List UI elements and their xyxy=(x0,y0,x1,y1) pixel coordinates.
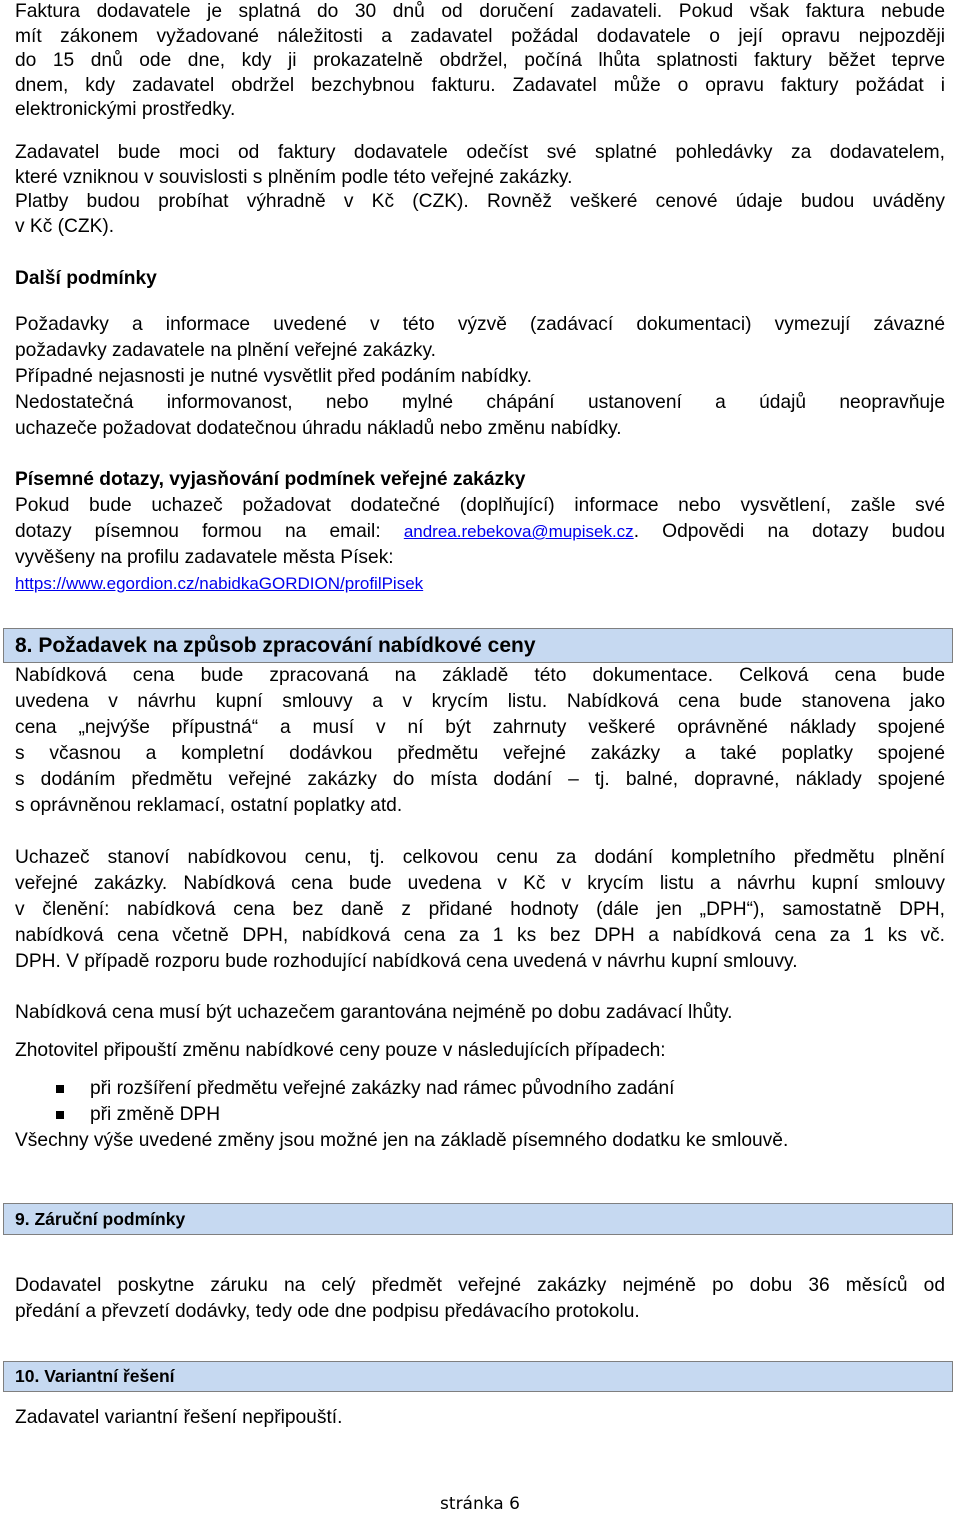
text-line: Zadavatel bude moci od faktury dodavatele odečíst své splatné pohledávky za dodavatelem, xyxy=(15,142,945,163)
invoice-paragraph xyxy=(15,0,945,123)
text-line: DPH. V případě rozporu bude rozhodující nabídková cena uvedená v návrhu kupní smlouvy. xyxy=(15,951,798,972)
price-change-list xyxy=(15,1076,945,1128)
text-line: Nabídková cena bude zpracovaná na základě této dokumentace. Celková cena bude xyxy=(15,665,945,686)
page-number: stránka 6 xyxy=(440,1494,520,1514)
text-line: Faktura dodavatele je splatná do 30 dnů od doručení zadavateli. Pokud však faktura nebude xyxy=(15,1,945,22)
text-line: s včasnou a kompletní dodávkou předmětu veřejné zakázky a také poplatky spojené xyxy=(15,743,945,764)
bullet-square-icon xyxy=(56,1085,64,1093)
list-item-text: při rozšíření předmětu veřejné zakázky nad rámec původního zadání xyxy=(90,1078,675,1099)
section-10-banner xyxy=(3,1361,953,1392)
section-heading-dalsi xyxy=(15,266,945,292)
text-line: nabídková cena včetně DPH, nabídková cena za 1 ks bez DPH a nabídková cena za 1 ks vč. xyxy=(15,925,945,946)
text-line: Zadavatel variantní řešení nepřipouští. xyxy=(15,1407,343,1428)
text-line: cena „nejvýše přípustná“ a musí v ní být zahrnuty veškeré oprávněné náklady spojené xyxy=(15,717,945,738)
section-8-banner xyxy=(3,628,953,663)
text-line-url xyxy=(15,571,945,597)
heading-text: Další podmínky xyxy=(15,268,157,289)
text-line: Dodavatel poskytne záruku na celý předmět veřejné zakázky nejméně po dobu 36 měsíců od xyxy=(15,1275,945,1296)
text-line: Pokud bude uchazeč požadovat dodatečné (doplňující) informace nebo vysvětlení, zašle své xyxy=(15,495,945,516)
section-8-paragraph-d xyxy=(15,1038,945,1064)
section-9-paragraph xyxy=(15,1273,945,1325)
text-line: Uchazeč stanoví nabídkovou cenu, tj. celkovou cenu za dodání kompletního předmětu plnění xyxy=(15,847,945,868)
text-line: veřejné zakázky. Nabídková cena bude uvedena v Kč v krycím listu a návrhu kupní smlouvy xyxy=(15,873,945,894)
section-8-paragraph-a xyxy=(15,663,945,819)
text-line: předání a převzetí dodávky, tedy ode dne podpisu předávacího protokolu. xyxy=(15,1301,640,1322)
list-item xyxy=(15,1102,945,1128)
text-line: uvedena v návrhu kupní smlouvy a v krycím listu. Nabídková cena bude stanovena jako xyxy=(15,691,945,712)
text-line: mít zákonem vyžadované náležitosti a zadavatel požádal dodavatele o její opravu nejpozději xyxy=(15,25,945,47)
section-10-paragraph xyxy=(15,1405,945,1431)
bullet-square-icon xyxy=(56,1111,64,1119)
section-8-paragraph-c xyxy=(15,1000,945,1026)
text-line: s dodáním předmětu veřejné zakázky do místa dodání – tj. balné, dopravné, náklady spojené xyxy=(15,769,945,790)
text-line: Všechny výše uvedené změny jsou možné jen na základě písemného dodatku ke smlouvě. xyxy=(15,1130,789,1151)
text-line: požadavky zadavatele na plnění veřejné zakázky. xyxy=(15,340,436,361)
text-line: do 15 dnů ode dne, kdy ji prokazatelně obdržel, počíná lhůta splatnosti faktury běžet teprve xyxy=(15,50,945,71)
text-span: . Odpovědi na dotazy budou xyxy=(633,521,945,542)
payment-paragraph xyxy=(15,141,945,239)
text-line: v Kč (CZK). xyxy=(15,215,115,237)
text-line: Případné nejasnosti je nutné vysvětlit před podáním nabídky. xyxy=(15,366,532,387)
text-line: Požadavky a informace uvedené v této výzvě (zadávací dokumentaci) vymezují závazné xyxy=(15,314,945,335)
section-heading-dotazy: Písemné dotazy, vyjasňování podmínek veřejné zakázky xyxy=(15,469,526,490)
text-line: elektronickými prostředky. xyxy=(15,99,236,120)
profile-link[interactable]: https://www.egordion.cz/nabidkaGORDION/profilPisek xyxy=(15,574,424,593)
text-line: Nabídková cena musí být uchazečem garantována nejméně po dobu zadávací lhůty. xyxy=(15,1002,733,1023)
text-span: dotazy písemnou formou na email: xyxy=(15,521,404,542)
text-line: dnem, kdy zadavatel obdržel bezchybnou fakturu. Zadavatel může o opravu faktury požádat i xyxy=(15,74,945,96)
text-line-email xyxy=(15,519,945,545)
text-line: které vzniknou v souvislosti s plněním podle této veřejné zakázky. xyxy=(15,166,573,188)
email-link[interactable]: andrea.rebekova@mupisek.cz xyxy=(403,522,634,541)
text-line: uchazeče požadovat dodatečnou úhradu nákladů nebo změnu nabídky. xyxy=(15,418,622,439)
section-9-banner xyxy=(3,1203,953,1235)
text-line: Nedostatečná informovanost, nebo mylné chápání ustanovení a údajů neopravňuje xyxy=(15,392,945,413)
written-queries-section xyxy=(15,467,945,597)
list-item xyxy=(15,1076,945,1102)
section-10-title: 10. Variantní řešení xyxy=(15,1366,175,1386)
section-8-paragraph-e xyxy=(15,1128,945,1154)
text-line: s oprávněnou reklamací, ostatní poplatky atd. xyxy=(15,795,403,816)
section-8-paragraph-b xyxy=(15,845,945,975)
further-conditions-paragraph xyxy=(15,312,945,442)
text-line: Platby budou probíhat výhradně v Kč (CZK). Rovněž veškeré cenové údaje budou uváděny xyxy=(15,191,945,212)
section-9-title: 9. Záruční podmínky xyxy=(15,1209,186,1229)
text-line: v členění: nabídková cena bez daně z přidané hodnoty (dále jen „DPH“), samostatně DPH, xyxy=(15,899,945,920)
text-line: vyvěšeny na profilu zadavatele města Písek: xyxy=(15,547,394,568)
text-line: Zhotovitel připouští změnu nabídkové ceny pouze v následujících případech: xyxy=(15,1040,666,1061)
list-item-text: při změně DPH xyxy=(90,1104,221,1125)
section-8-title: 8. Požadavek na způsob zpracování nabídkové ceny xyxy=(15,634,536,657)
